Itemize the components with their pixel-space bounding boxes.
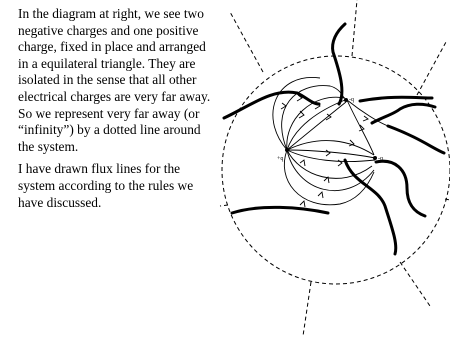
svg-text:+q: +q: [277, 156, 284, 162]
radial-dashed-lines: [220, 0, 450, 336]
paragraph-flux: I have drawn flux lines for the system according to the rules we have discussed.: [18, 161, 194, 210]
paragraph-intro: In the diagram at right, we see two negative charges and one positive charge, fixed in place and arranged in a equilateral triangle. They are isolated in the sense that all other electrical charges are very far away. So we represent very far away (or “infinity”) by a dotted line around the system.: [18, 6, 211, 154]
svg-text:-q: -q: [349, 97, 354, 103]
infinity-boundary: [222, 56, 450, 284]
heavy-flux-lines: [224, 24, 444, 254]
charge-positive: [277, 148, 289, 162]
charge-negative-right: [373, 156, 383, 162]
svg-text:-q: -q: [378, 156, 383, 162]
thin-flux-lines: [273, 77, 388, 204]
